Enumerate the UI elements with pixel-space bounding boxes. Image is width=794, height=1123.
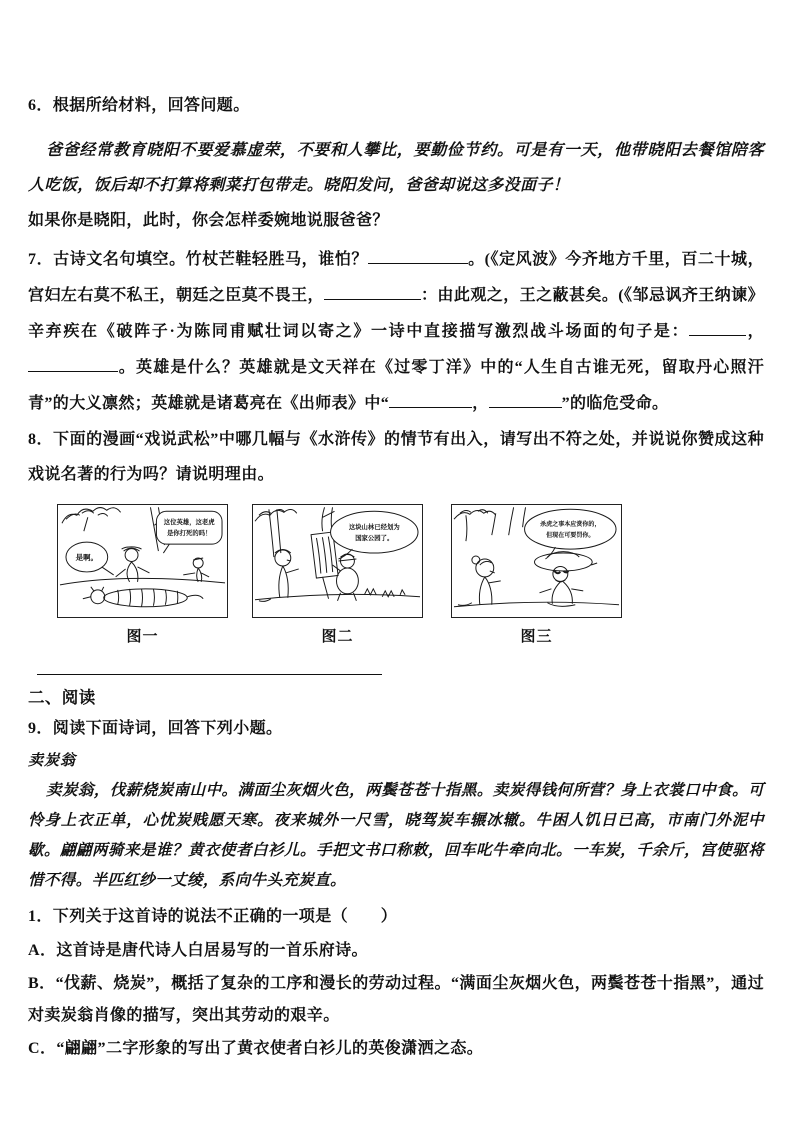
q7-text-7: ”的临危受命。 [561, 395, 669, 412]
comic-3 [451, 504, 622, 646]
q9-option-a: A．这首诗是唐代诗人白居易写的一首乐府诗。 [28, 942, 368, 959]
comic-3-caption: 图三 [520, 629, 553, 645]
comic-1-bubble-right-line2: 是你打死的吗！ [166, 530, 212, 538]
comic-1-bubble-right-line1: 这位英雄，这老虎 [163, 519, 215, 527]
comic-2 [252, 504, 423, 646]
q7-text-2: 。(《定风波》今齐地方千里，百二十城，宫妇左右莫不私王，朝廷之臣莫不畏王， [28, 251, 764, 304]
q9-option-c: C．“翩翩”二字形象的写出了黄衣使者白衫儿的英俊潇洒之态。 [28, 1040, 484, 1057]
comic-3-drawing [452, 505, 621, 617]
q7-text-3: ：由此观之，王之蔽甚矣。(《邹忌讽齐王纳谏》辛弃疾在《破阵子·为陈同甫赋壮词以寄之》一诗中直接描写激烈战斗场面的句子是： [28, 287, 764, 340]
comic-strip [57, 504, 764, 646]
q7-blank-5 [389, 392, 472, 408]
comic-2-bubble-line2: 国家公园了。 [355, 535, 394, 543]
q7-text-5: 。英雄是什么？英雄就是文天祥在《过零丁洋》中的“人生自古谁无死，留取丹心照汗青”的大义凛然；英雄就是诸葛亮在《出师表》中“ [28, 359, 764, 412]
q7-text-4: ， [746, 323, 764, 340]
comic-2-drawing [253, 505, 422, 617]
poem-title: 卖炭翁 [28, 753, 77, 769]
q9-sub-question-1: 1．下列关于这首诗的说法不正确的一项是（ ） [28, 908, 398, 925]
comic-2-bubble-line1: 这块山林已经划为 [348, 524, 400, 532]
comic-1-caption: 图一 [126, 629, 159, 645]
q7-blank-1 [368, 248, 468, 264]
comic-2-caption: 图二 [321, 629, 354, 645]
comic-3-bubble-line1: 杀虎之事本应赏你的， [540, 522, 601, 529]
q6-heading: 6．根据所给材料，回答问题。 [28, 97, 250, 114]
comic-panel-2 [252, 504, 423, 618]
comic-3-bubble-line2: 但现在可要罚你。 [546, 533, 595, 540]
q9-option-b: B．“伐薪、烧炭”，概括了复杂的工序和漫长的劳动过程。“满面尘灰烟火色，两鬓苍苍十指黑”，通过对卖炭翁肖像的描写，突出其劳动的艰辛。 [28, 975, 764, 1024]
q7-paragraph [28, 242, 764, 422]
section-2-heading: 二、阅读 [28, 688, 96, 707]
comic-1 [57, 504, 228, 646]
comic-1-bubble-left-text: 是啊。 [75, 553, 98, 563]
q6-question-text: 如果你是晓阳，此时，你会怎样委婉地说服爸爸？ [28, 212, 389, 229]
q8-heading: 8．下面的漫画“戏说武松”中哪几幅与《水浒传》的情节有出入，请写出不符之处，并说说你赞成这种戏说名著的行为吗？请说明理由。 [28, 431, 764, 483]
answer-line [37, 674, 382, 675]
poem-text: 卖炭翁，伐薪烧炭南山中。满面尘灰烟火色，两鬓苍苍十指黑。卖炭得钱何所营？身上衣裳口中食。可怜身上衣正单，心忧炭贱愿天寒。夜来城外一尺雪，晓驾炭车辗冰辙。牛困人饥日已高，市南门外泥中歇。翩翩两骑来是谁？黄衣使者白衫儿。手把文书口称敕，回车叱牛牵向北。一车炭，千余斤，宫使驱将惜不得。半匹红纱一丈绫，系向牛头充炭直。 [28, 782, 764, 889]
comic-panel-1 [57, 504, 228, 618]
comic-panel-3 [451, 504, 622, 618]
q7-blank-4 [28, 356, 118, 372]
q7-text-6: ， [472, 395, 489, 412]
comic-1-drawing [58, 505, 227, 617]
q9-heading: 9．阅读下面诗词，回答下列小题。 [28, 720, 283, 737]
q6-material-text: 爸爸经常教育晓阳不要爱慕虚荣，不要和人攀比，要勤俭节约。可是有一天，他带晓阳去餐馆陪客人吃饭，饭后却不打算将剩菜打包带走。晓阳发问，爸爸却说这多没面子！ [28, 142, 764, 194]
q7-blank-6 [489, 392, 562, 408]
q7-blank-3 [689, 320, 746, 336]
q7-blank-2 [324, 284, 421, 300]
q7-text-1: 7．古诗文名句填空。竹杖芒鞋轻胜马，谁怕？ [28, 251, 368, 268]
